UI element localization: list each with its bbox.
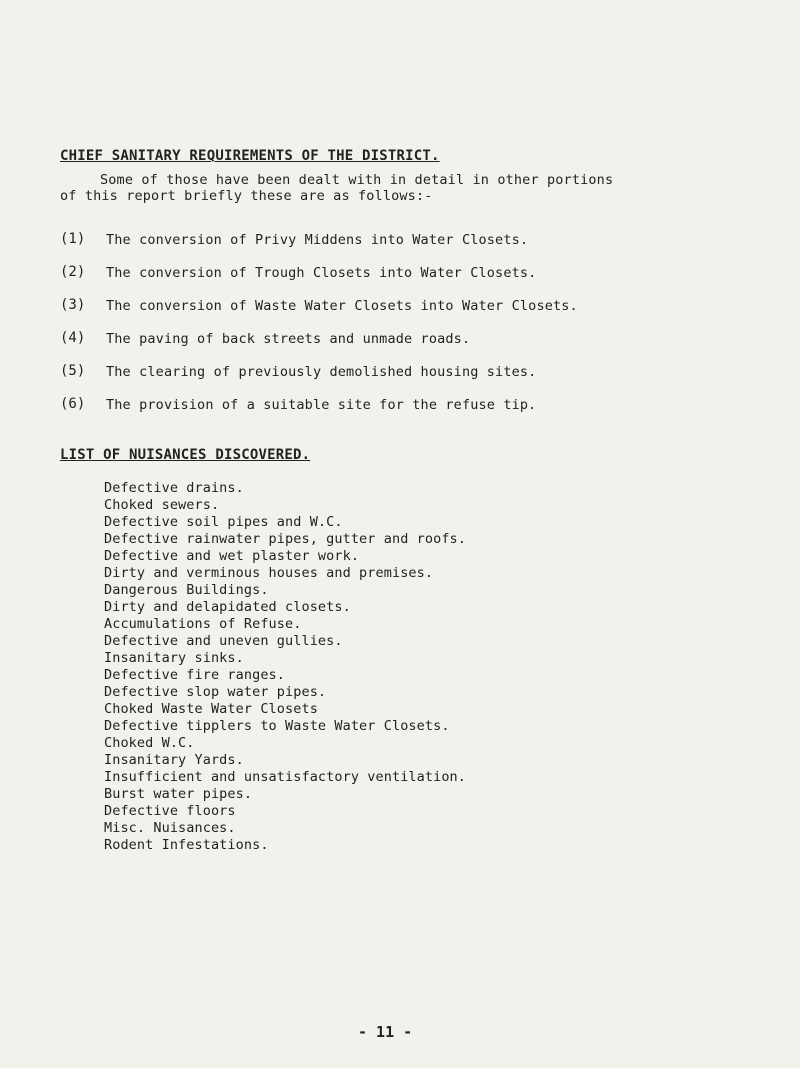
requirement-number: (1) — [60, 231, 86, 247]
requirement-number: (3) — [60, 297, 86, 313]
list-item: Choked Waste Water Closets — [104, 701, 318, 717]
requirement-text: The conversion of Privy Middens into Water Closets. — [106, 232, 529, 248]
requirement-number: (6) — [60, 396, 86, 412]
list-item: Defective and uneven gullies. — [104, 633, 343, 649]
list-item: Accumulations of Refuse. — [104, 616, 302, 632]
list-item: Choked sewers. — [104, 497, 220, 513]
list-item: Defective fire ranges. — [104, 667, 286, 683]
requirement-text: The conversion of Trough Closets into Water Closets. — [106, 265, 537, 281]
list-item: Rodent Infestations. — [104, 837, 269, 853]
requirement-number: (4) — [60, 330, 86, 346]
list-item: Defective tipplers to Waste Water Closets. — [104, 718, 450, 734]
list-item: Misc. Nuisances. — [104, 820, 236, 836]
list-item: Dangerous Buildings. — [104, 582, 269, 598]
list-item: Choked W.C. — [104, 735, 195, 751]
requirement-text: The provision of a suitable site for the refuse tip. — [106, 397, 537, 413]
list-item: Insanitary Yards. — [104, 752, 244, 768]
list-item: Defective rainwater pipes, gutter and roofs. — [104, 531, 467, 547]
list-item: Defective and wet plaster work. — [104, 548, 360, 564]
intro-line-2: of this report briefly these are as follows:- — [60, 188, 433, 204]
list-item: Insufficient and unsatisfactory ventilation. — [104, 769, 467, 785]
requirement-text: The conversion of Waste Water Closets into Water Closets. — [106, 298, 578, 314]
section-heading-nuisances: LIST OF NUISANCES DISCOVERED. — [60, 447, 311, 463]
list-item: Dirty and verminous houses and premises. — [104, 565, 434, 581]
requirement-text: The paving of back streets and unmade roads. — [106, 331, 471, 347]
intro-line-1: Some of those have been dealt with in detail in other portions — [100, 172, 614, 188]
section-heading-sanitary-requirements: CHIEF SANITARY REQUIREMENTS OF THE DISTRICT. — [60, 148, 440, 164]
list-item: Insanitary sinks. — [104, 650, 244, 666]
list-item: Defective drains. — [104, 480, 244, 496]
list-item: Defective floors — [104, 803, 236, 819]
list-item: Defective slop water pipes. — [104, 684, 327, 700]
list-item: Dirty and delapidated closets. — [104, 599, 351, 615]
list-item: Burst water pipes. — [104, 786, 253, 802]
requirement-text: The clearing of previously demolished housing sites. — [106, 364, 537, 380]
page-number: - 11 - — [358, 1023, 413, 1041]
list-item: Defective soil pipes and W.C. — [104, 514, 343, 530]
requirement-number: (2) — [60, 264, 86, 280]
requirement-number: (5) — [60, 363, 86, 379]
